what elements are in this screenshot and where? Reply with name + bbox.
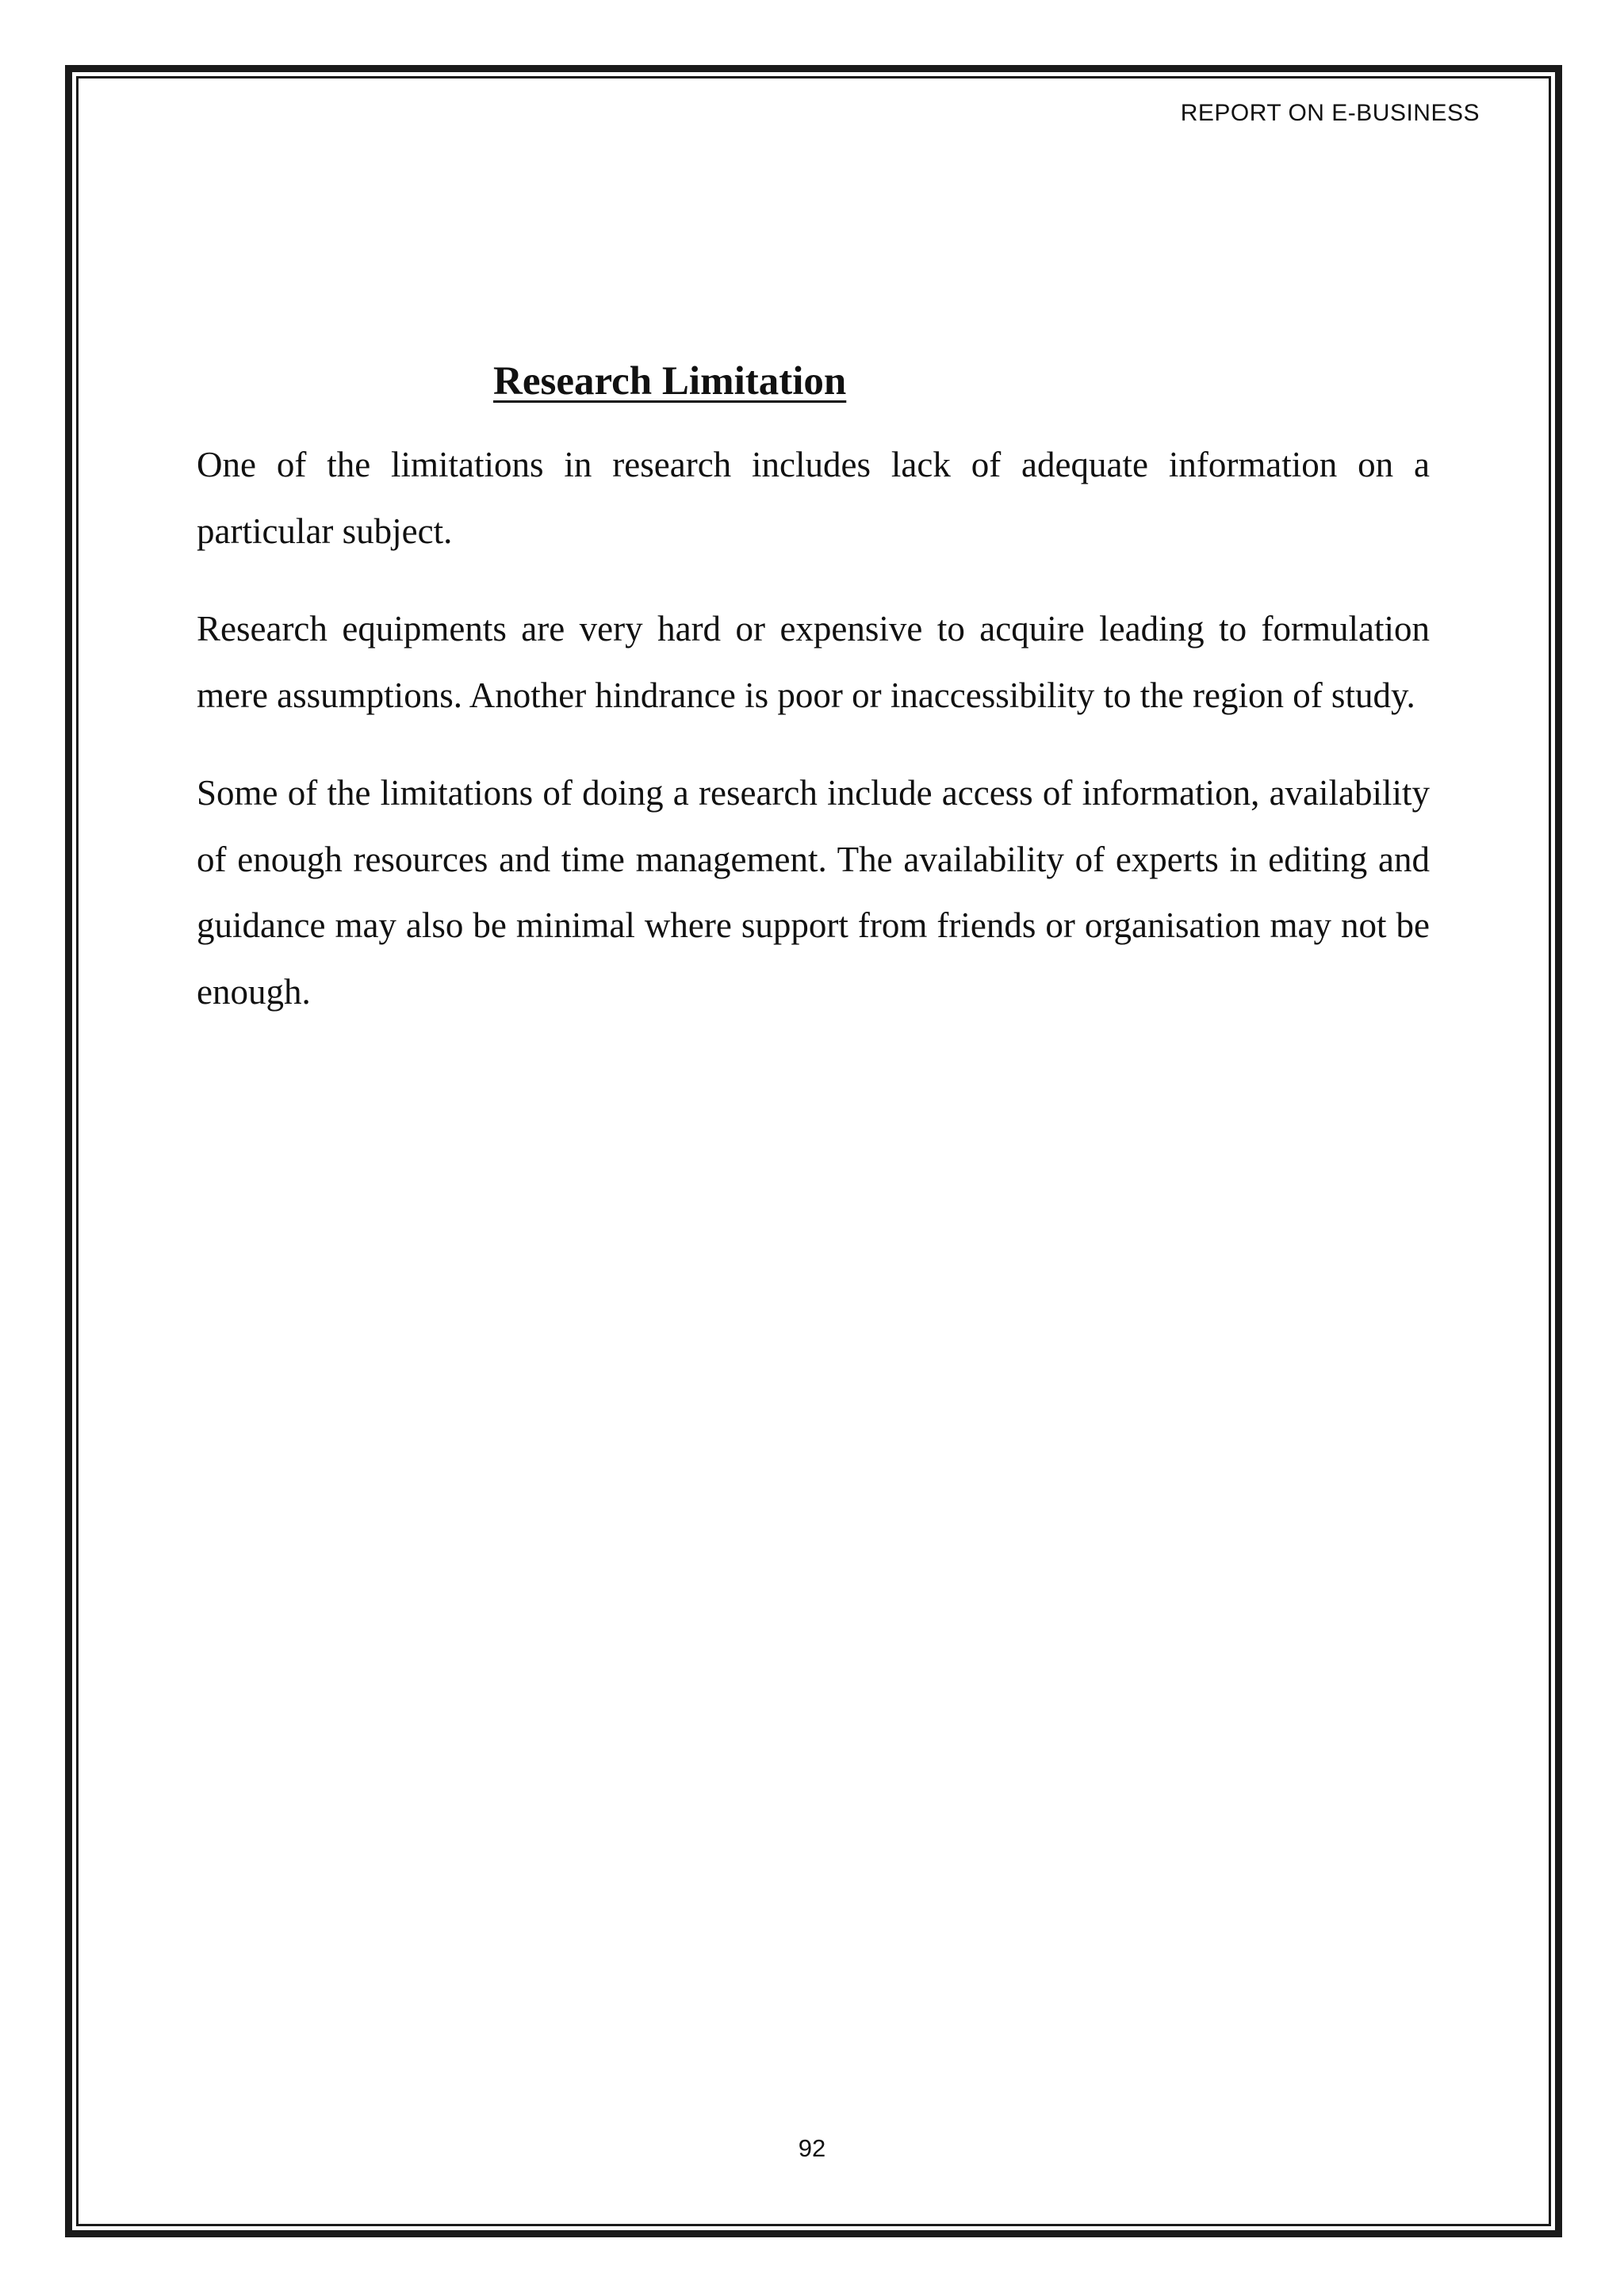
section-body (197, 432, 1430, 1057)
running-header: REPORT ON E-BUSINESS (1180, 100, 1480, 126)
paragraph: One of the limitations in research includes lack of adequate information on a particular subject. (197, 445, 1430, 551)
section-title: Research Limitation (493, 359, 847, 404)
paragraph: Research equipments are very hard or expensive to acquire leading to formulation mere assumptions. Another hindrance is poor or inaccessibility to the region of study. (197, 609, 1430, 715)
paragraph: Some of the limitations of doing a research include access of information, availability of enough resources and time management. The availability of experts in editing and guidance may also be minimal where support from friends or organisation may not be enough. (197, 773, 1430, 1012)
page-number: 92 (798, 2134, 826, 2162)
